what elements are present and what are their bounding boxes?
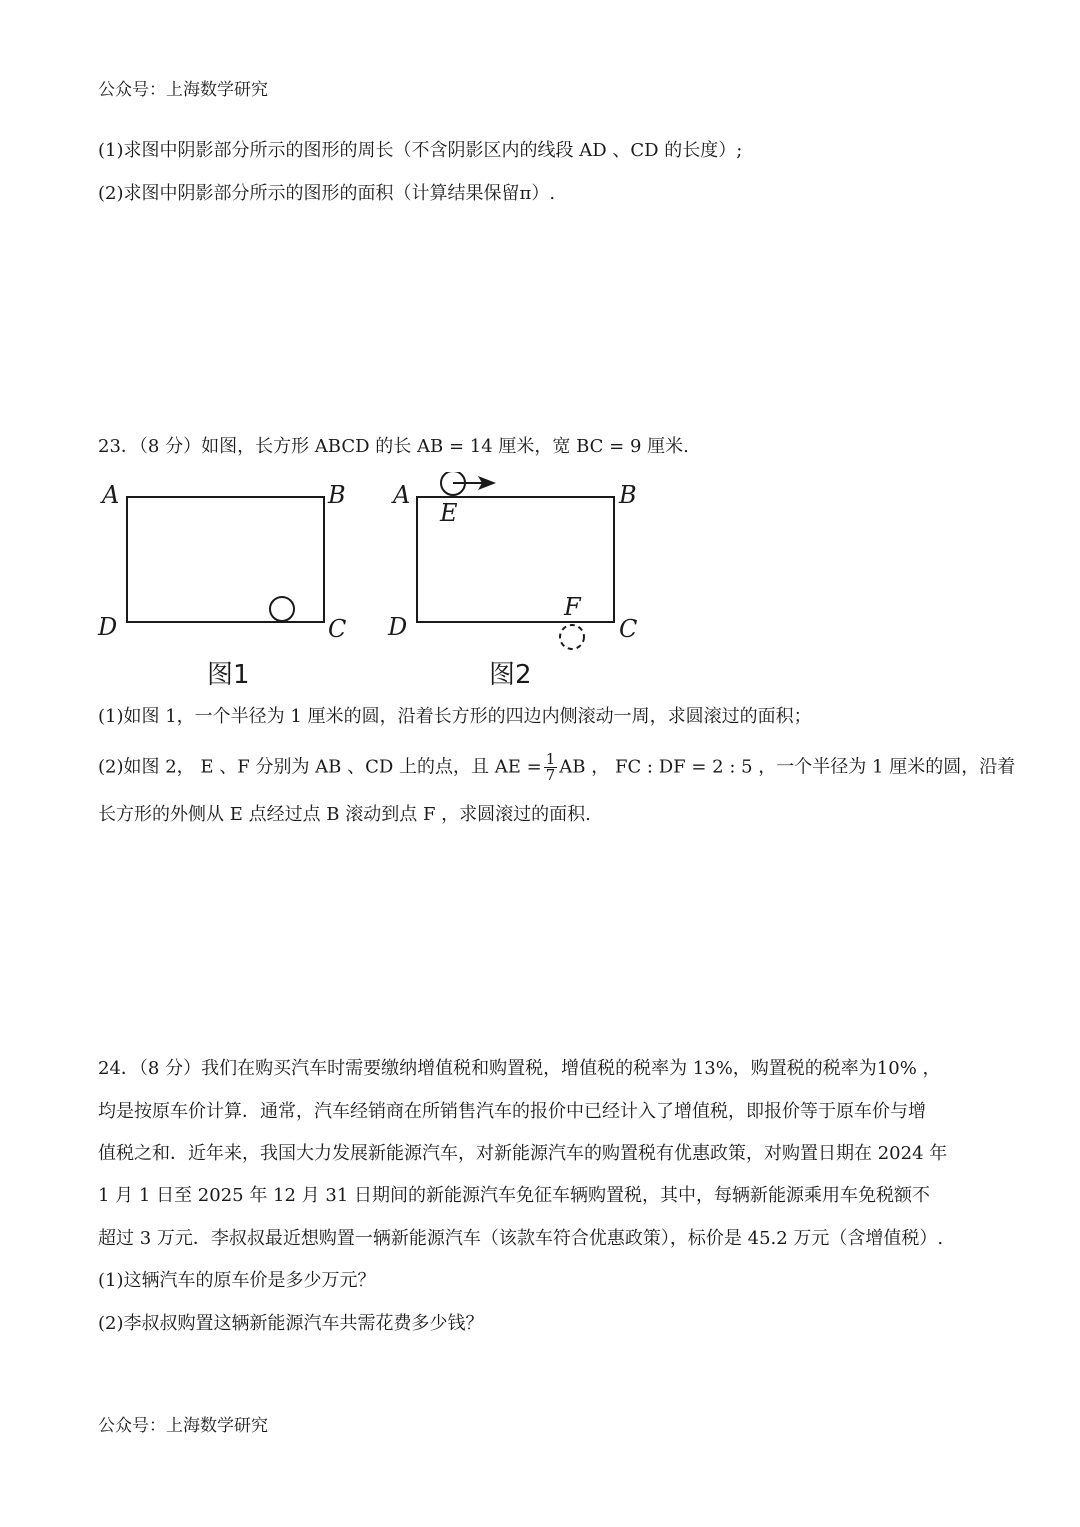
- q22-part2: (2)求图中阴影部分所示的图形的面积（计算结果保留π）.: [98, 183, 556, 204]
- q24-line4: 1 月 1 日至 2025 年 12 月 31 日期间的新能源汽车免征车辆购置税，其中，每辆新能源乘用车免税额不: [98, 1185, 931, 1206]
- fig2-end-circle-dashed: [560, 625, 584, 649]
- fraction-numerator: 1: [545, 750, 556, 768]
- q23-part2-after: AB ， FC : DF = 2 : 5 ，一个半径为 1 厘米的圆，沿着: [559, 756, 1016, 778]
- fig1-label-A: A: [102, 481, 120, 509]
- fig2-label-A: A: [393, 481, 411, 509]
- fig1-caption: 图1: [207, 660, 250, 690]
- q24-line2: 均是按原车价计算．通常，汽车经销商在所销售汽车的报价中已经计入了增值税，即报价等于原车价与增: [98, 1101, 926, 1122]
- q24-line5: 超过 3 万元．李叔叔最近想购置一辆新能源汽车（该款车符合优惠政策），标价是 45.2 万元（含增值税）.: [98, 1228, 944, 1249]
- fig2-label-B: B: [619, 481, 637, 509]
- fig1-label-D: D: [98, 613, 118, 641]
- fig2-label-F: F: [564, 593, 581, 621]
- q23-title: 23．（8 分）如图，长方形 ABCD 的长 AB = 14 厘米，宽 BC = 9 厘米.: [98, 436, 689, 457]
- page-header: 公众号：上海数学研究: [98, 80, 268, 100]
- fraction-denominator: 7: [545, 766, 556, 784]
- page-footer: 公众号：上海数学研究: [98, 1416, 268, 1436]
- q23-figures: [90, 472, 660, 692]
- q23-part2-line2: 长方形的外侧从 E 点经过点 B 滚动到点 F ，求圆滚过的面积.: [98, 804, 591, 825]
- figure-2: [387, 472, 637, 690]
- fig2-label-D: D: [388, 613, 408, 641]
- q24-line1: 24．（8 分）我们在购买汽车时需要缴纳增值税和购置税，增值税的税率为 13%，购置税的税率为10% ，: [98, 1058, 941, 1079]
- q24-line3: 值税之和．近年来，我国大力发展新能源汽车，对新能源汽车的购置税有优惠政策，对购置日期在 2024 年: [98, 1143, 948, 1164]
- fig2-label-C: C: [619, 615, 638, 643]
- q23-part2-before: (2)如图 2， E 、F 分别为 AB 、CD 上的点，且 AE =: [98, 756, 542, 778]
- q24-part1: (1)这辆汽车的原车价是多少万元？: [98, 1270, 376, 1291]
- q24-part2: (2)李叔叔购置这辆新能源汽车共需花费多少钱？: [98, 1313, 484, 1334]
- figure-1: [97, 481, 346, 690]
- fig2-caption: 图2: [489, 660, 532, 690]
- q22-part1: (1)求图中阴影部分所示的图形的周长（不含阴影区内的线段 AD 、CD 的长度）;: [98, 140, 743, 161]
- fig1-label-B: B: [328, 481, 346, 509]
- fraction-one-seventh: [544, 752, 558, 783]
- q23-part1: (1)如图 1，一个半径为 1 厘米的圆，沿着长方形的四边内侧滚动一周，求圆滚过的面积；: [98, 706, 812, 727]
- q23-part2-line1: [98, 752, 1015, 783]
- fig2-label-E: E: [440, 499, 458, 527]
- fig1-rectangle: [127, 497, 324, 622]
- fig1-label-C: C: [328, 615, 347, 643]
- fig1-rolling-circle: [270, 597, 294, 621]
